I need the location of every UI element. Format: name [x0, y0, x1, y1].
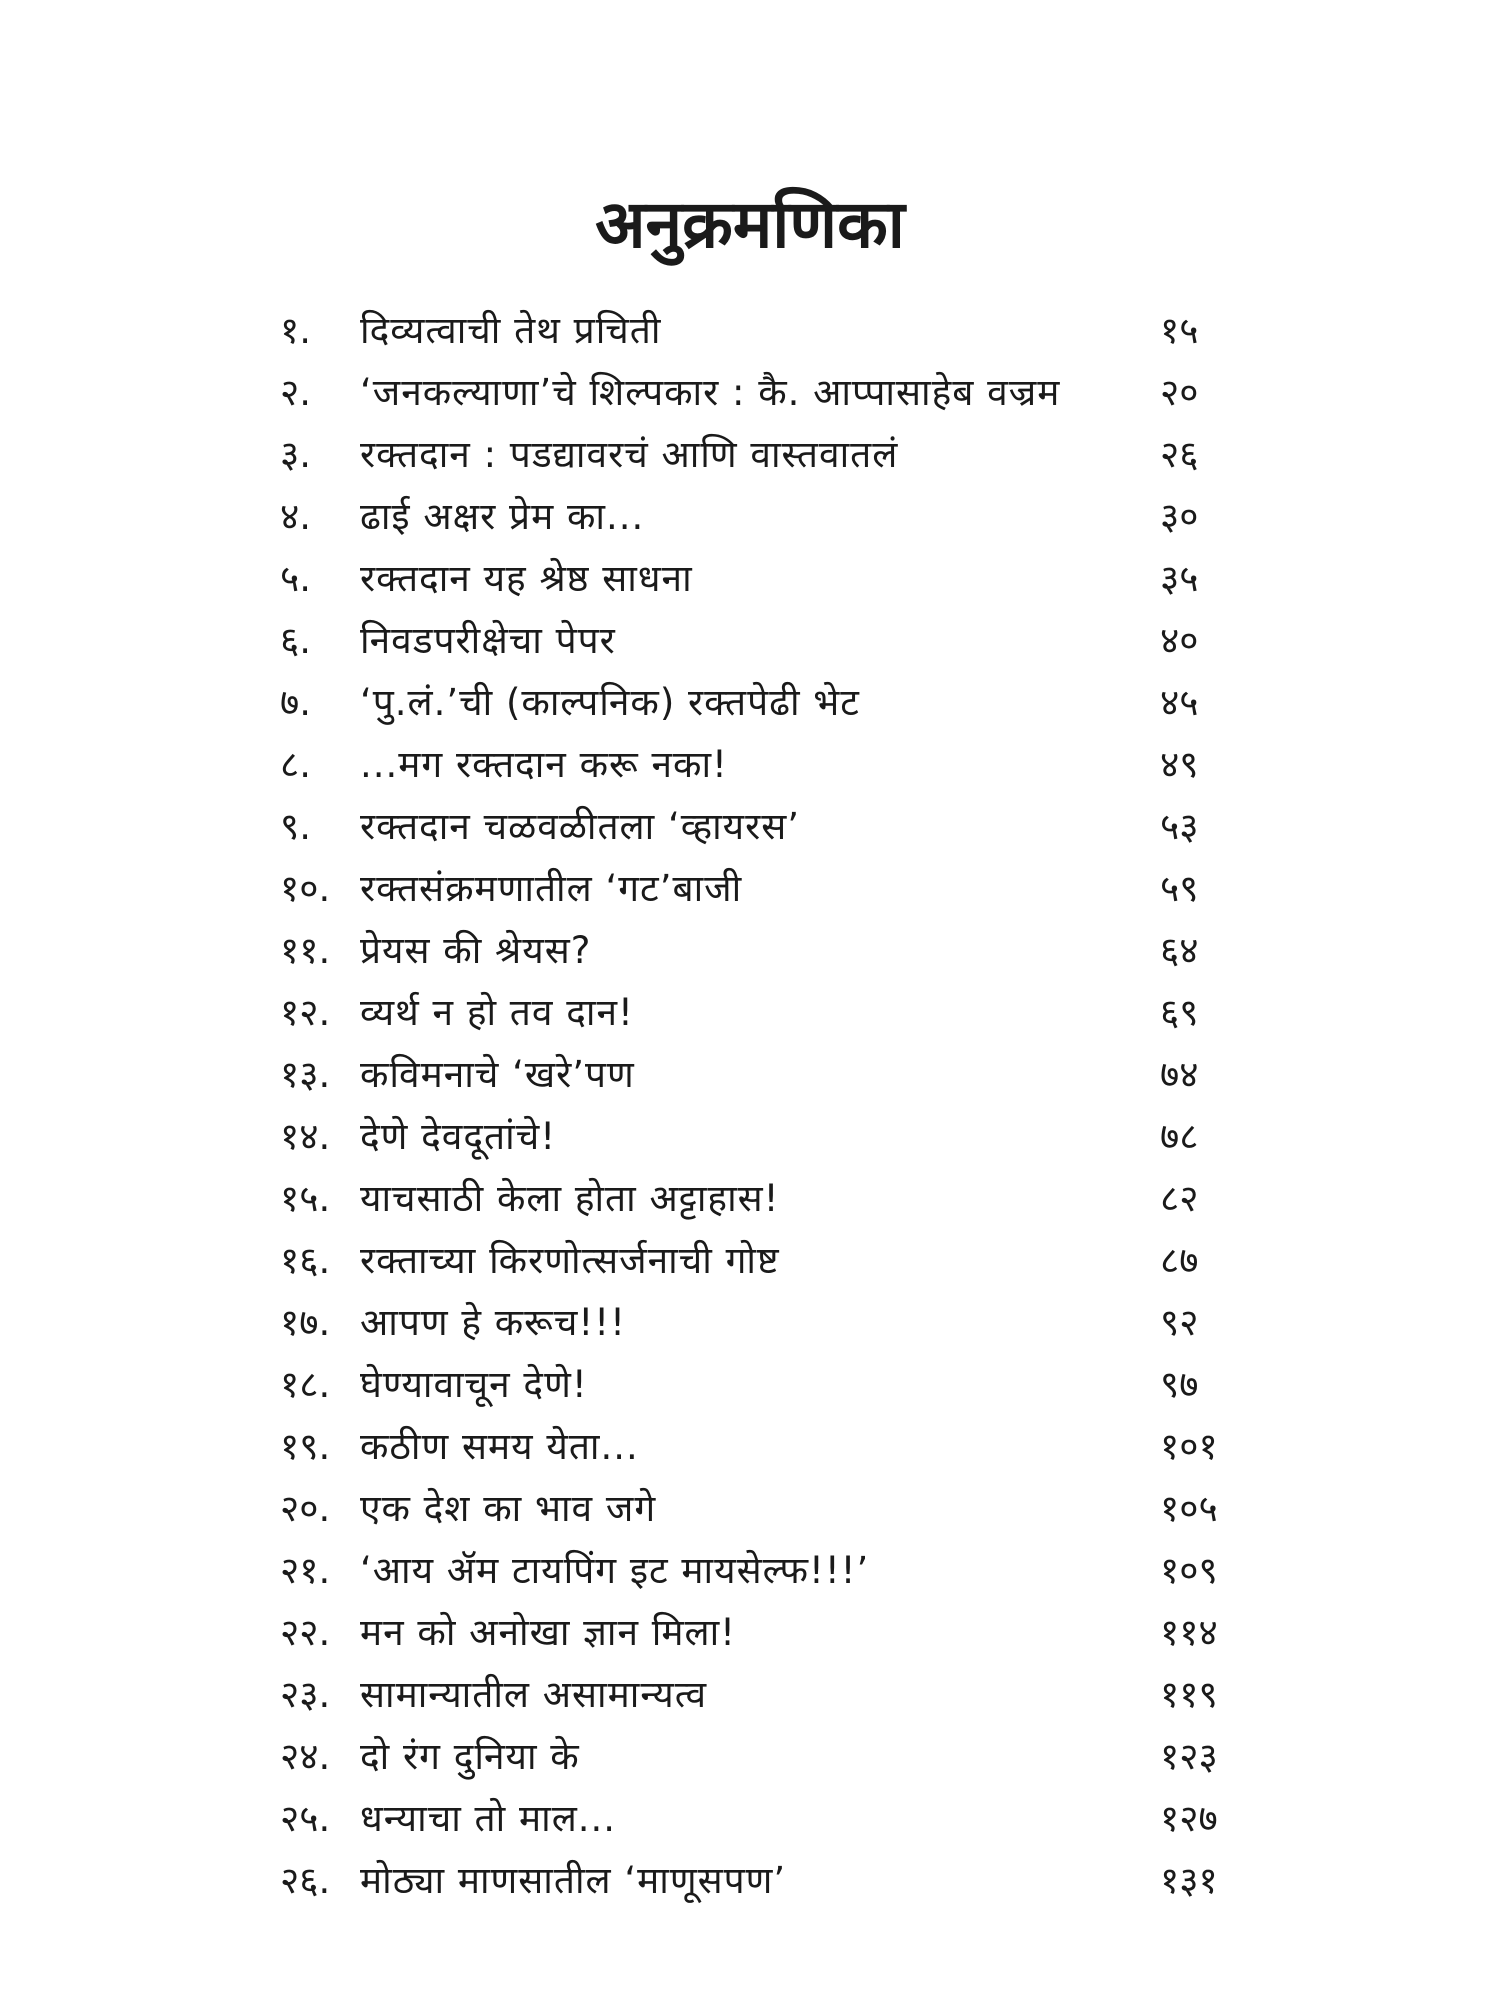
- toc-entry: [280, 1664, 1240, 1726]
- toc-entry-title: ...मग रक्तदान करू नका!: [360, 743, 728, 786]
- toc-entry-number: ८.: [280, 743, 312, 786]
- toc-entry-title: व्यर्थ न हो तव दान!: [360, 991, 634, 1034]
- toc-entry-page-number: ३०: [1160, 495, 1199, 538]
- toc-entry: [280, 920, 1240, 982]
- toc-entry-page-number: ११४: [1160, 1611, 1218, 1654]
- toc-entry-number: १.: [280, 309, 312, 352]
- toc-entry-page-number: ६९: [1160, 991, 1199, 1034]
- toc-entry-page-number: ७८: [1160, 1115, 1199, 1158]
- toc-entry: [280, 486, 1240, 548]
- toc-entry-page-number: ७४: [1160, 1053, 1199, 1096]
- toc-entry-number: २२.: [280, 1611, 331, 1654]
- toc-entry-number: २१.: [280, 1549, 331, 1592]
- toc-entry-title: रक्तदान यह श्रेष्ठ साधना: [360, 557, 693, 600]
- toc-entry-title: रक्तसंक्रमणातील ‘गट’बाजी: [360, 867, 743, 910]
- toc-entry: [280, 300, 1240, 362]
- toc-entry-title: रक्तदान : पडद्यावरचं आणि वास्तवातलं: [360, 433, 899, 476]
- toc-entry-page-number: १३१: [1160, 1859, 1218, 1902]
- toc-entry: [280, 1788, 1240, 1850]
- toc-entry-number: २०.: [280, 1487, 331, 1530]
- toc-entry-number: २३.: [280, 1673, 331, 1716]
- toc-entry-number: १६.: [280, 1239, 331, 1282]
- toc-entry-number: १३.: [280, 1053, 331, 1096]
- toc-entry: [280, 1292, 1240, 1354]
- toc-entry: [280, 1850, 1240, 1912]
- toc-entry-page-number: ६४: [1160, 929, 1199, 972]
- toc-entry-title: प्रेयस की श्रेयस?: [360, 929, 592, 972]
- toc-entry: [280, 1044, 1240, 1106]
- toc-entry-page-number: १०९: [1160, 1549, 1218, 1592]
- toc-entry-page-number: १५: [1160, 309, 1199, 352]
- toc-entry-title: ढाई अक्षर प्रेम का...: [360, 495, 645, 538]
- toc-entry: [280, 362, 1240, 424]
- toc-entry: [280, 858, 1240, 920]
- toc-entry-page-number: ५३: [1160, 805, 1199, 848]
- toc-entry-title: रक्तदान चळवळीतला ‘व्हायरस’: [360, 805, 801, 848]
- toc-entry-title: कविमनाचे ‘खरे’पण: [360, 1053, 635, 1096]
- toc-entry-title: देणे देवदूतांचे!: [360, 1115, 557, 1158]
- toc-entry: [280, 424, 1240, 486]
- toc-entry-number: १७.: [280, 1301, 331, 1344]
- toc-entry-page-number: ८७: [1160, 1239, 1199, 1282]
- toc-entry-page-number: २६: [1160, 433, 1199, 476]
- toc-entry-title: निवडपरीक्षेचा पेपर: [360, 619, 616, 662]
- toc-entry-number: १८.: [280, 1363, 331, 1406]
- toc-entry-page-number: १२७: [1160, 1797, 1218, 1840]
- toc-entry-title: ‘जनकल्याणा’चे शिल्पकार : कै. आप्पासाहेब वज्रम: [360, 371, 1061, 414]
- toc-entry: [280, 1354, 1240, 1416]
- toc-entry-page-number: ५९: [1160, 867, 1199, 910]
- toc-entry-page-number: ३५: [1160, 557, 1199, 600]
- toc-entry-page-number: १०५: [1160, 1487, 1218, 1530]
- toc-entry-page-number: १२३: [1160, 1735, 1218, 1778]
- toc-entry: [280, 548, 1240, 610]
- toc-entry-number: ३.: [280, 433, 312, 476]
- toc-entry-number: १५.: [280, 1177, 331, 1220]
- toc-entry-title: मोठ्या माणसातील ‘माणूसपण’: [360, 1859, 787, 1902]
- toc-entry-title: याचसाठी केला होता अट्टाहास!: [360, 1177, 780, 1220]
- toc-entry-title: सामान्यातील असामान्यत्व: [360, 1673, 708, 1716]
- toc-entry-number: ४.: [280, 495, 312, 538]
- toc-entry-title: दो रंग दुनिया के: [360, 1735, 580, 1778]
- toc-entry-page-number: ९७: [1160, 1363, 1199, 1406]
- toc-entry: [280, 1540, 1240, 1602]
- toc-entry-page-number: ११९: [1160, 1673, 1218, 1716]
- toc-entry-title: ‘पु.लं.’ची (काल्पनिक) रक्तपेढी भेट: [360, 681, 860, 724]
- toc-entry-number: १९.: [280, 1425, 331, 1468]
- toc-entry-page-number: ४५: [1160, 681, 1199, 724]
- toc-entry: [280, 1602, 1240, 1664]
- toc-entry-number: ७.: [280, 681, 312, 724]
- table-of-contents: [280, 300, 1240, 1912]
- toc-entry: [280, 1106, 1240, 1168]
- toc-entry-title: धन्याचा तो माल...: [360, 1797, 617, 1840]
- toc-entry-title: घेण्यावाचून देणे!: [360, 1363, 588, 1406]
- toc-entry: [280, 1168, 1240, 1230]
- toc-entry: [280, 734, 1240, 796]
- toc-entry-title: आपण हे करूच!!!: [360, 1301, 626, 1344]
- toc-entry-page-number: ९२: [1160, 1301, 1199, 1344]
- toc-entry-title: कठीण समय येता...: [360, 1425, 639, 1468]
- toc-entry-number: २५.: [280, 1797, 331, 1840]
- toc-entry: [280, 1230, 1240, 1292]
- toc-entry: [280, 796, 1240, 858]
- toc-entry-number: २४.: [280, 1735, 331, 1778]
- toc-entry-title: रक्ताच्या किरणोत्सर्जनाची गोष्ट: [360, 1239, 780, 1282]
- page-title: अनुक्रमणिका: [595, 186, 905, 263]
- toc-entry-number: २.: [280, 371, 312, 414]
- toc-entry: [280, 672, 1240, 734]
- toc-entry-page-number: २०: [1160, 371, 1199, 414]
- toc-entry: [280, 1726, 1240, 1788]
- toc-entry: [280, 610, 1240, 672]
- toc-entry-page-number: ८२: [1160, 1177, 1199, 1220]
- toc-entry-number: १०.: [280, 867, 331, 910]
- toc-entry-title: एक देश का भाव जगे: [360, 1487, 657, 1530]
- toc-entry-number: ५.: [280, 557, 312, 600]
- toc-entry: [280, 1416, 1240, 1478]
- toc-entry-page-number: ४९: [1160, 743, 1199, 786]
- toc-entry-number: ९.: [280, 805, 312, 848]
- toc-entry-page-number: १०१: [1160, 1425, 1218, 1468]
- toc-entry-number: १४.: [280, 1115, 331, 1158]
- toc-entry-number: १२.: [280, 991, 331, 1034]
- toc-entry-number: २६.: [280, 1859, 331, 1902]
- toc-entry-title: ‘आय ॲम टायपिंग इट मायसेल्फ!!!’: [360, 1549, 870, 1592]
- toc-entry: [280, 982, 1240, 1044]
- toc-entry-number: ११.: [280, 929, 331, 972]
- toc-entry-number: ६.: [280, 619, 312, 662]
- toc-entry-title: मन को अनोखा ज्ञान मिला!: [360, 1611, 736, 1654]
- toc-entry: [280, 1478, 1240, 1540]
- toc-entry-page-number: ४०: [1160, 619, 1199, 662]
- toc-entry-title: दिव्यत्वाची तेथ प्रचिती: [360, 309, 662, 352]
